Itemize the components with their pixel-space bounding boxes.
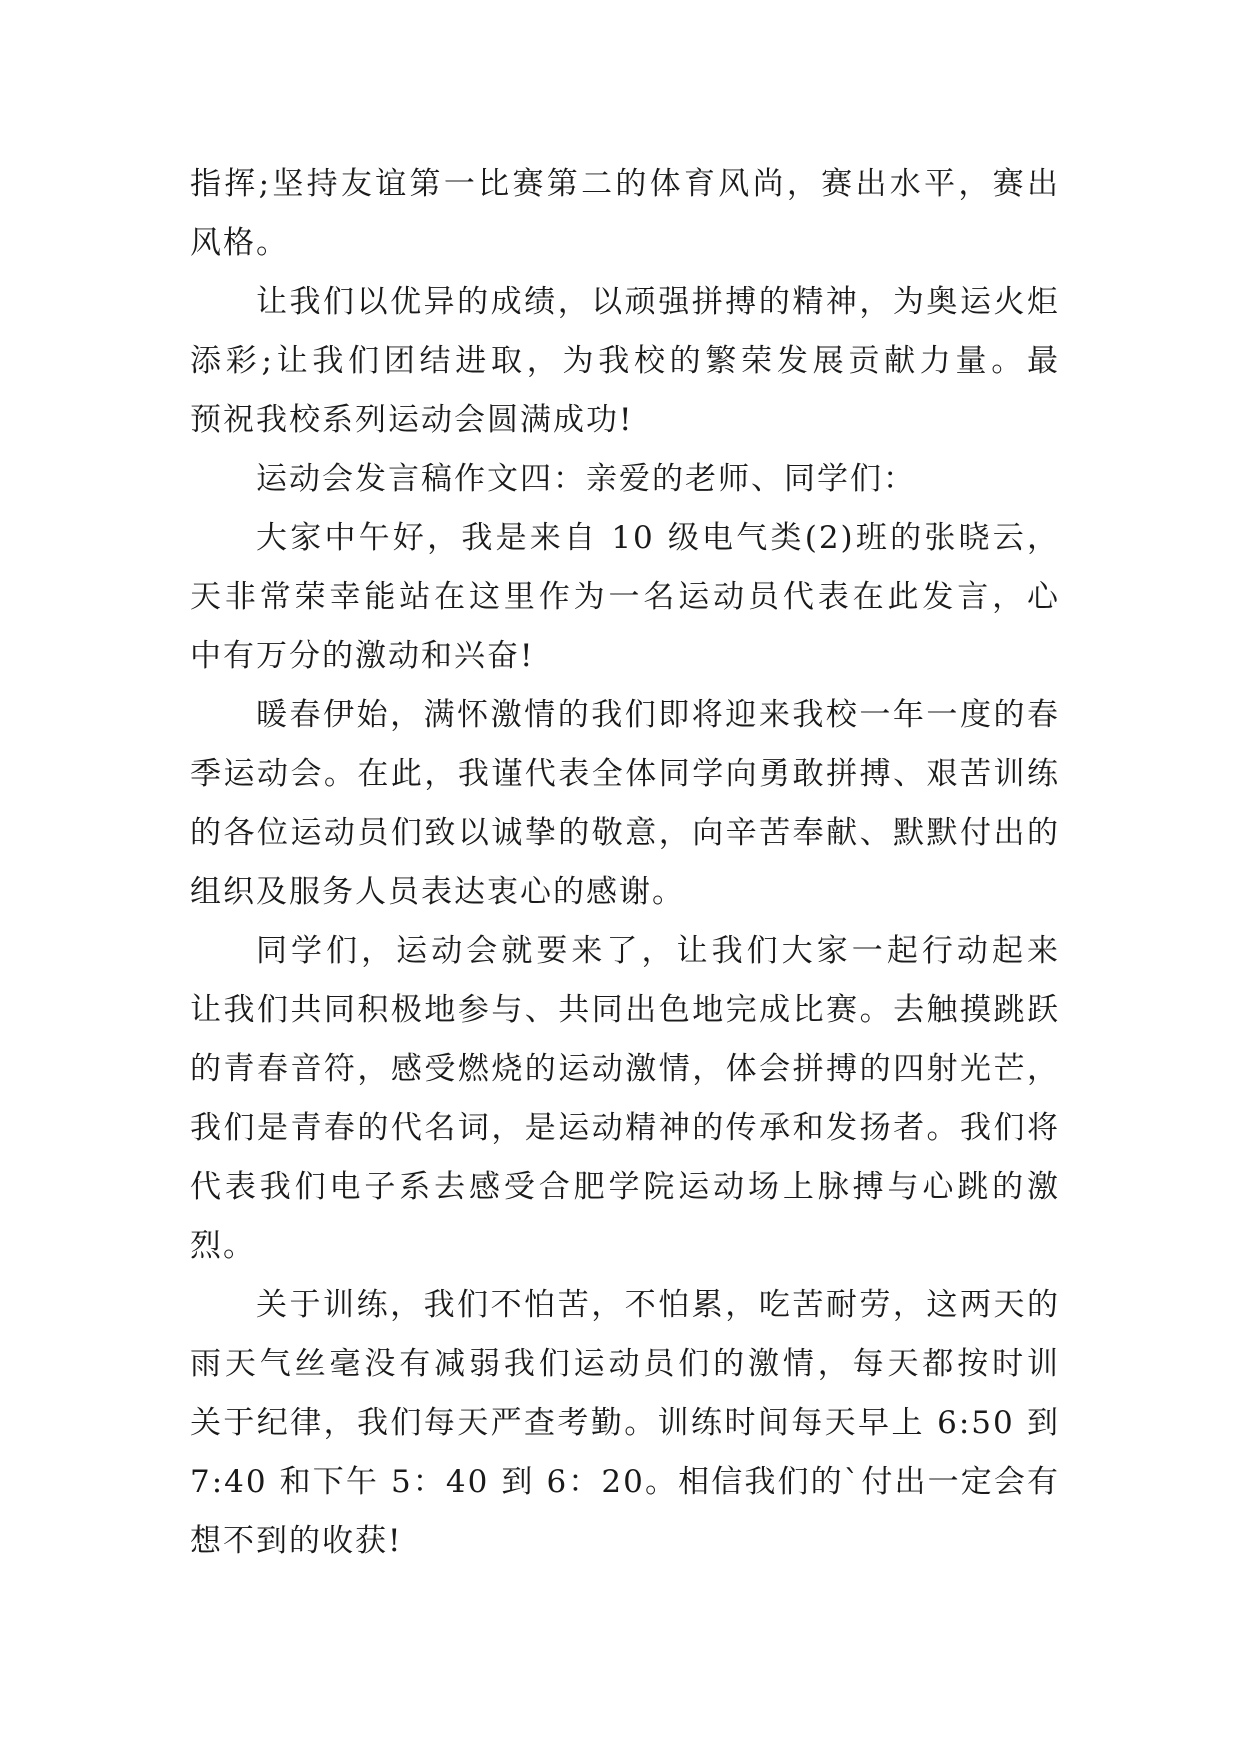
text-line: 预祝我校系列运动会圆满成功!: [190, 402, 634, 438]
paragraph-first-line: 运动会发言稿作文四：亲爱的老师、同学们：: [256, 461, 916, 497]
text-line: 天非常荣幸能站在这里作为一名运动员代表在此发言，心: [190, 579, 1060, 615]
paragraph-first-line: 大家中午好，我是来自 10 级电气类(2)班的张晓云，: [256, 520, 1060, 556]
text-line: 我们是青春的代名词，是运动精神的传承和发扬者。我们将: [190, 1110, 1060, 1146]
paragraph-first-line: 让我们以优异的成绩，以顽强拼搏的精神，为奥运火炬: [256, 284, 1060, 320]
paragraph-first-line: 暖春伊始，满怀激情的我们即将迎来我校一年一度的春: [256, 697, 1060, 733]
text-line: 关于纪律，我们每天严查考勤。训练时间每天早上 6:50 到: [190, 1405, 1060, 1441]
text-line: 季运动会。在此，我谨代表全体同学向勇敢拼搏、艰苦训练: [190, 756, 1060, 792]
text-line: 的青春音符，感受燃烧的运动激情，体会拼搏的四射光芒，: [190, 1051, 1060, 1087]
text-line: 中有万分的激动和兴奋!: [190, 638, 535, 674]
text-line: 指挥;坚持友谊第一比赛第二的体育风尚，赛出水平，赛出: [190, 166, 1060, 202]
text-line: 的各位运动员们致以诚挚的敬意，向辛苦奉献、默默付出的: [190, 815, 1060, 851]
document-body: [190, 155, 1060, 1571]
text-line: 让我们共同积极地参与、共同出色地完成比赛。去触摸跳跃: [190, 992, 1060, 1028]
text-line: 雨天气丝毫没有减弱我们运动员们的激情，每天都按时训: [190, 1346, 1060, 1382]
text-line: 想不到的收获!: [190, 1523, 403, 1559]
text-line: 组织及服务人员表达衷心的感谢。: [190, 874, 685, 910]
text-line: 烈。: [190, 1228, 256, 1264]
text-line: 风格。: [190, 225, 289, 261]
text-line: 7:40 和下午 5：40 到 6：20。相信我们的`付出一定会有: [190, 1464, 1060, 1500]
paragraph-first-line: 同学们，运动会就要来了，让我们大家一起行动起来: [256, 933, 1060, 969]
text-line: 代表我们电子系去感受合肥学院运动场上脉搏与心跳的激: [190, 1169, 1060, 1205]
paragraph-first-line: 关于训练，我们不怕苦，不怕累，吃苦耐劳，这两天的: [256, 1287, 1060, 1323]
text-line: 添彩;让我们团结进取，为我校的繁荣发展贡献力量。最: [190, 343, 1060, 379]
